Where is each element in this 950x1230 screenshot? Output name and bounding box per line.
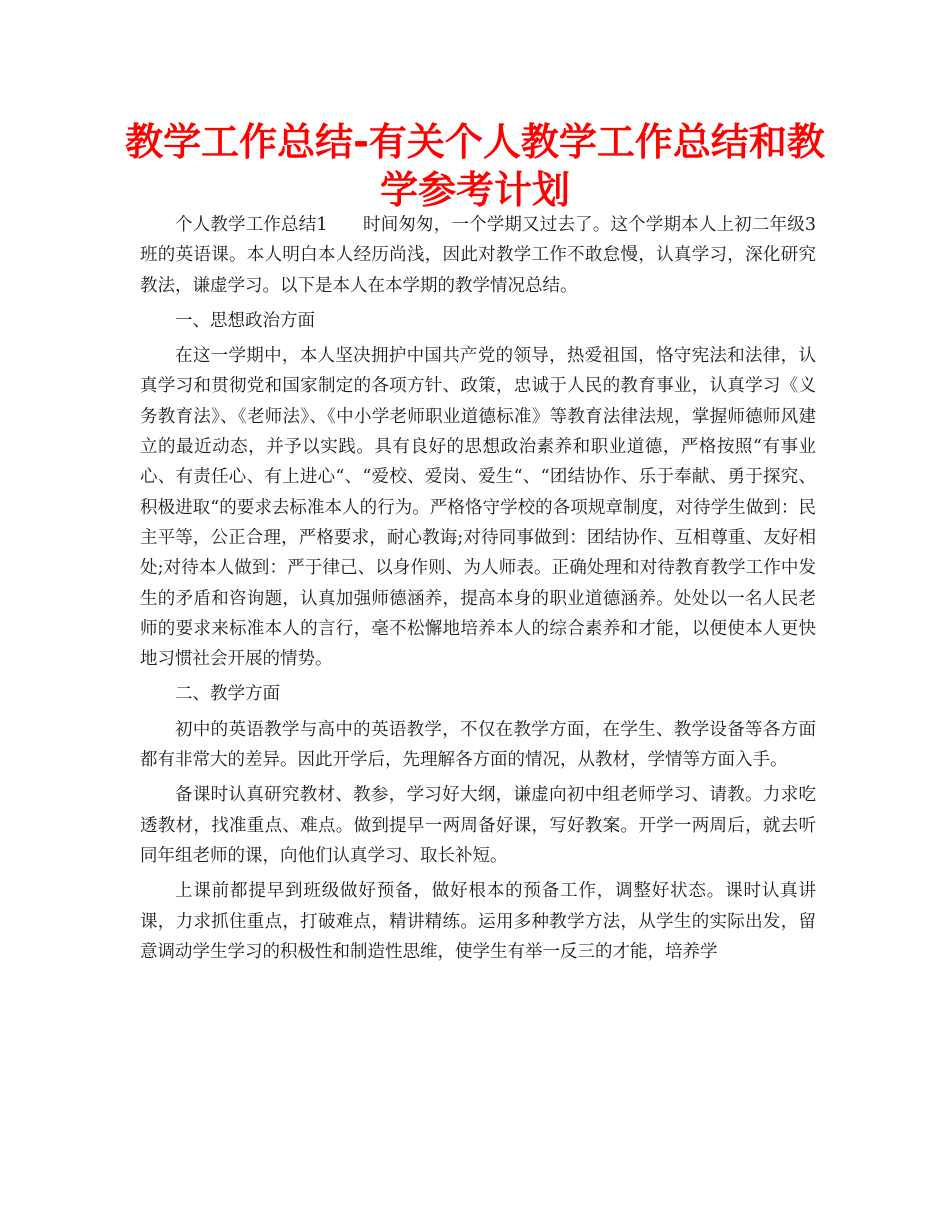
section-heading-teaching: 二、教学方面 — [175, 684, 280, 705]
paragraph-intro: 个人教学工作总结1 时间匆匆，一个学期又过去了。这个学期本人上初二年级3班的英语课。本人明白本人经历尚浅，因此对教学工作不敢怠慢，认真学习，深化研究教法，谦虚学习。以下是本人在本学期的教学情况总结。 — [140, 215, 816, 296]
paragraph-politics: 在这一学期中，本人坚决拥护中国共产党的领导，热爱祖国，恪守宪法和法律，认真学习和贯彻党和国家制定的各项方针、政策，忠诚于人民的教育事业，认真学习《义务教育法》、《老师法》、《中小学老师职业道德标准》等教育法律法规，掌握师德师风建立的最近动态，并予以实践。具有良好的思想政治素养和职业道德，严格按照“有事业心、有责任心、有上进心“、“爱校、爱岗、爱生“、“团结协作、乐于奉献、勇于探究、积极进取“的要求去标准本人的行为。严格恪守学校的各项规章制度，对待学生做到：民主平等，公正合理，严格要求，耐心教诲;对待同事做到：团结协作、互相尊重、友好相处;对待本人做到：严于律己、以身作则、为人师表。正确处理和对待教育教学工作中发生的矛盾和咨询题，认真加强师德涵养，提高本身的职业道德涵养。处处以一名人民老师的要求来标准本人的言行，毫不松懈地培养本人的综合素养和才能，以便使本人更快地习惯社会开展的情势。 — [140, 346, 816, 670]
document-body — [140, 210, 816, 972]
document-title: 教学工作总结-有关个人教学工作总结和教学参考计划 — [125, 120, 825, 212]
section-heading-politics: 一、思想政治方面 — [175, 310, 315, 331]
paragraph-in-class: 上课前都提早到班级做好预备，做好根本的预备工作，调整好状态。课时认真讲课，力求抓住重点，打破难点，精讲精练。运用多种教学方法，从学生的实际出发，留意调动学生学习的积极性和制造性思维，使学生有举一反三的才能，培养学 — [140, 881, 816, 962]
paragraph-lesson-prep: 备课时认真研究教材、教参，学习好大纲，谦虚向初中组老师学习、请教。力求吃透教材，找准重点、难点。做到提早一两周备好课，写好教案。开学一两周后，就去听同年组老师的课，向他们认真学习、取长补短。 — [140, 785, 816, 866]
paragraph-teaching-differences: 初中的英语教学与高中的英语教学，不仅在教学方面，在学生、教学设备等各方面都有非常大的差异。因此开学后，先理解各方面的情况，从教材，学情等方面入手。 — [140, 719, 816, 771]
